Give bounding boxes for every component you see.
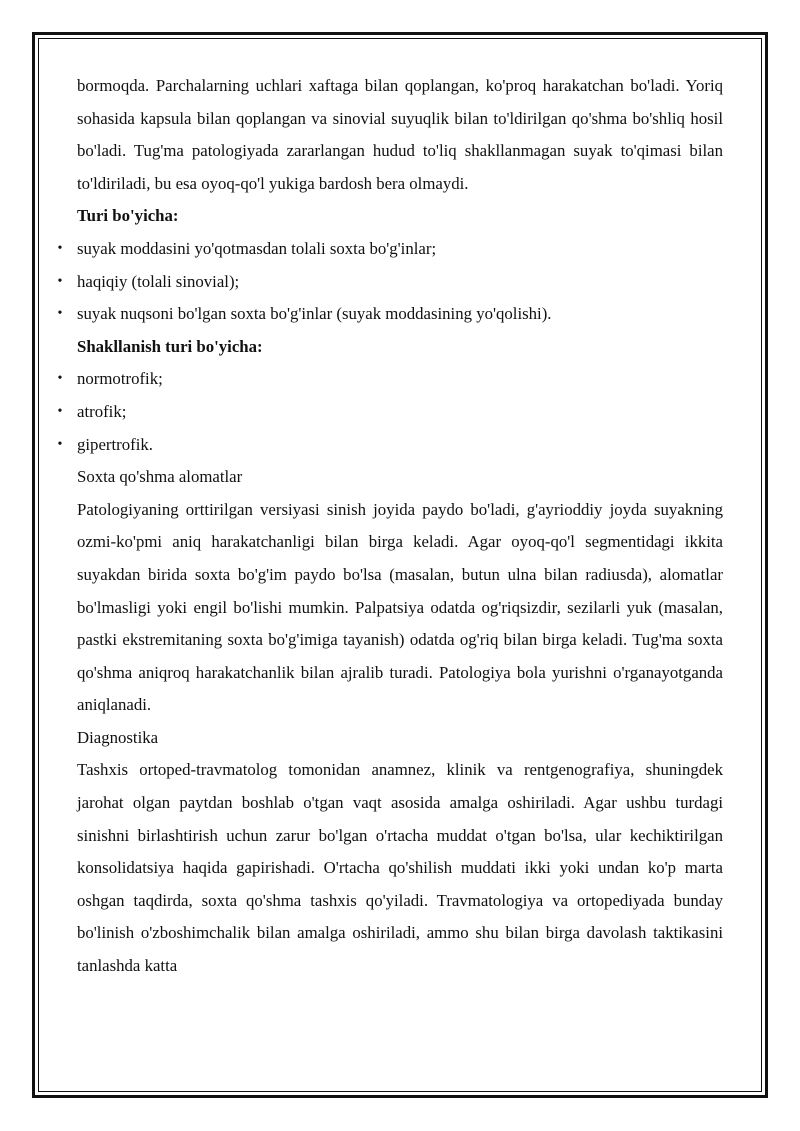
list-item: • suyak nuqsoni bo'lgan soxta bo'g'inlar (suyak moddasining yo'qolishi). — [77, 298, 723, 331]
bullet-icon: • — [57, 273, 63, 289]
formation-heading: Shakllanish turi bo'yicha: — [77, 336, 263, 356]
formation-list — [57, 363, 723, 461]
bullet-icon: • — [57, 436, 63, 452]
diagnostics-paragraph: Tashxis ortoped-travmatolog tomonidan anamnez, klinik va rentgenografiya, shuningdek jarohat olgan paytdan boshlab o'tgan vaqt asosida amalga oshiriladi. Agar ushbu turdagi sinishni birlashtirish uchun zarur bo'lgan o'rtacha muddat o'tgan bo'lsa, ular kechiktirilgan konsolidatsiya haqida gapirishadi. O'rtacha qo'shilish muddati ikki yoki undan ko'p marta oshgan taqdirda, soxta qo'shma tashxis qo'yiladi. Travmatologiya va ortopediyada bunday bo'linish o'zboshimchalik bilan amalga oshiriladi, ammo shu bilan birga davolash taktikasini tanlashda katta — [77, 760, 723, 976]
list-item: • suyak moddasini yo'qotmasdan tolali soxta bo'g'inlar; — [77, 233, 723, 266]
list-item: • normotrofik; — [77, 363, 723, 396]
bullet-icon: • — [57, 240, 63, 256]
type-heading: Turi bo'yicha: — [77, 206, 179, 226]
list-item: • gipertrofik. — [77, 429, 723, 462]
symptoms-paragraph: Patologiyaning orttirilgan versiyasi sinish joyida paydo bo'ladi, g'ayrioddiy joyda suyakning ozmi-ko'pmi aniq harakatchanligi bilan birga keladi. Agar oyoq-qo'l segmentidagi ikkita suyakdan birida soxta bo'g'im paydo bo'lsa (masalan, butun ulna bilan radiusda), alomatlar bo'lmasligi yoki engil bo'lishi mumkin. Palpatsiya odatda og'riqsizdir, sezilarli yuk (masalan, pastki ekstremitaning soxta bo'g'imiga tayanish) odatda og'riq bilan birga keladi. Tug'ma soxta qo'shma aniqroq harakatchanlik bilan ajralib turadi. Patologiya bola yurishni o'rganayotganda aniqlanadi. — [77, 499, 723, 715]
symptoms-heading: Soxta qo'shma alomatlar — [77, 467, 243, 487]
intro-paragraph: bormoqda. Parchalarning uchlari xaftaga bilan qoplangan, ko'proq harakatchan bo'ladi. Yoriq sohasida kapsula bilan qoplangan va sinovial suyuqlik bilan to'ldirilgan qo'shma bo'shliq hosil bo'ladi. Tug'ma patologiyada zararlangan hudud to'liq shakllanmagan suyak to'qimasi bilan to'ldiriladi, bu esa oyoq-qo'l yukiga bardosh bera olmaydi. — [77, 76, 723, 193]
bullet-icon: • — [57, 371, 63, 387]
bullet-icon: • — [57, 306, 63, 322]
document-body — [57, 70, 723, 983]
bullet-icon: • — [57, 403, 63, 419]
type-list — [57, 233, 723, 331]
list-item: • atrofik; — [77, 396, 723, 429]
list-item: • haqiqiy (tolali sinovial); — [77, 266, 723, 299]
diagnostics-heading: Diagnostika — [77, 727, 159, 747]
